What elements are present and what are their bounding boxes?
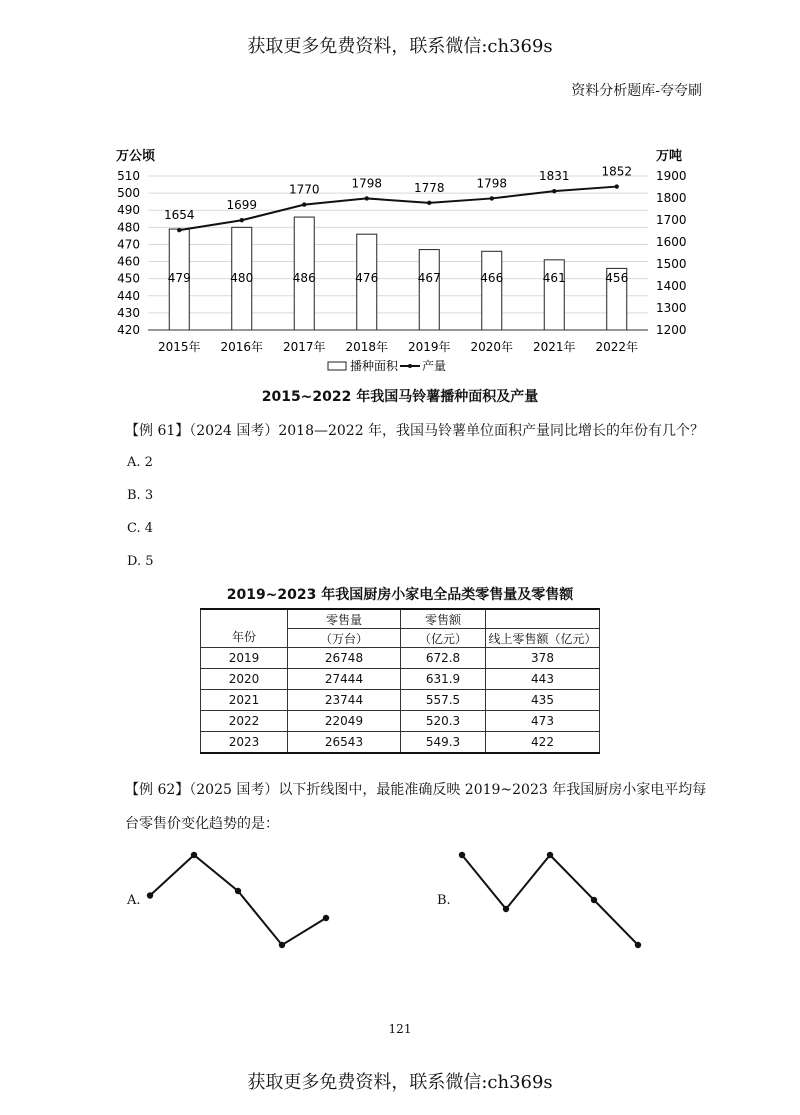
- category-label: 2019年: [407, 340, 451, 354]
- bar-value-label: 476: [355, 271, 379, 285]
- right-tick-label: 1600: [656, 235, 687, 249]
- bar-value-label: 486: [292, 271, 316, 285]
- production-value-label: 1654: [163, 208, 195, 223]
- right-tick-label: 1300: [656, 301, 687, 315]
- cell-online: 422: [486, 732, 600, 754]
- table-row: [201, 648, 600, 669]
- left-tick-label: 470: [117, 237, 140, 252]
- q62-option-b-line[interactable]: [452, 845, 652, 955]
- legend-line-label: 产量: [422, 359, 447, 373]
- col-header-blank: [486, 609, 600, 629]
- left-tick-label: 450: [117, 271, 140, 286]
- production-value-label: 1699: [226, 198, 258, 213]
- header-promo: 获取更多免费资料，联系微信:ch369s: [247, 36, 553, 57]
- cell-volume: 26543: [288, 732, 401, 754]
- bar-value-label: 456: [605, 271, 629, 285]
- trend-line: [150, 855, 326, 945]
- legend-bar-label: 播种面积: [350, 359, 399, 373]
- cell-online: 435: [486, 690, 600, 711]
- question-62-line1: 【例 62】（2025 国考）以下折线图中，最能准确反映 2019~2023 年我国厨房小家电平均每: [125, 782, 707, 798]
- category-label: 2015年: [157, 340, 201, 354]
- production-value-label: 1770: [288, 182, 320, 197]
- right-tick-label: 1500: [656, 257, 687, 271]
- trend-point: [279, 942, 285, 948]
- bar-value-label: 479: [167, 271, 191, 285]
- category-label: 2018年: [345, 340, 389, 354]
- bar-area: [419, 250, 439, 330]
- category-label: 2021年: [532, 340, 576, 354]
- page-number: 121: [388, 1022, 412, 1036]
- q62-option-b-label[interactable]: B.: [437, 893, 451, 908]
- left-tick-label: 420: [117, 323, 140, 337]
- trend-line: [462, 855, 638, 945]
- right-tick-label: 1400: [656, 279, 687, 293]
- production-point: [240, 218, 244, 222]
- left-tick-label: 510: [117, 169, 140, 183]
- trend-point: [147, 892, 153, 898]
- q61-option-a[interactable]: A. 2: [127, 455, 153, 470]
- cell-amount: 520.3: [401, 711, 486, 732]
- q61-option-c[interactable]: C. 4: [127, 521, 154, 536]
- question-61: 【例 61】（2024 国考）2018—2022 年，我国马铃薯单位面积产量同比增长的年份有几个？: [125, 423, 705, 439]
- category-label: 2022年: [595, 340, 639, 354]
- right-tick-label: 1200: [656, 323, 687, 337]
- production-point: [427, 201, 431, 205]
- right-tick-label: 1800: [656, 191, 687, 205]
- table-row: [201, 732, 600, 754]
- production-value-label: 1831: [538, 169, 570, 184]
- cell-online: 378: [486, 648, 600, 669]
- page-subtitle: 资料分析题库-夸夸刷: [571, 83, 702, 99]
- cell-volume: 23744: [288, 690, 401, 711]
- col-header-volume: 零售量: [288, 609, 401, 629]
- right-tick-label: 1700: [656, 213, 687, 227]
- left-tick-label: 490: [117, 203, 140, 218]
- production-point: [615, 184, 619, 188]
- trend-point: [547, 852, 553, 858]
- col-header-year: 年份: [201, 609, 288, 648]
- cell-volume: 22049: [288, 711, 401, 732]
- cell-volume: 26748: [288, 648, 401, 669]
- table-row: [201, 711, 600, 732]
- col-header-amount-unit: （亿元）: [401, 629, 486, 648]
- right-tick-label: 1900: [656, 169, 687, 183]
- category-label: 2017年: [282, 340, 326, 354]
- table-title: 2019~2023 年我国厨房小家电全品类零售量及零售额: [226, 587, 574, 603]
- production-value-label: 1852: [601, 164, 633, 179]
- area-production-chart: [100, 140, 700, 380]
- col-header-online: 线上零售额（亿元）: [486, 629, 600, 648]
- trend-point: [235, 888, 241, 894]
- q62-option-a-label[interactable]: A.: [127, 893, 141, 908]
- trend-point: [635, 942, 641, 948]
- cell-amount: 549.3: [401, 732, 486, 754]
- trend-point: [459, 852, 465, 858]
- production-point: [552, 189, 556, 193]
- right-axis-title: 万吨: [656, 149, 683, 164]
- cell-year: 2020: [201, 669, 288, 690]
- left-tick-label: 460: [117, 254, 140, 269]
- retail-table: [200, 608, 600, 754]
- left-axis-title: 万公顷: [116, 149, 156, 164]
- footer-promo: 获取更多免费资料，联系微信:ch369s: [247, 1072, 553, 1093]
- production-point: [365, 196, 369, 200]
- left-tick-label: 440: [117, 288, 140, 303]
- cell-online: 443: [486, 669, 600, 690]
- table-row: [201, 669, 600, 690]
- production-point: [302, 202, 306, 206]
- category-label: 2020年: [470, 340, 514, 354]
- bar-area: [482, 251, 502, 330]
- table-row: [201, 690, 600, 711]
- legend-bar-swatch: [328, 362, 346, 370]
- cell-volume: 27444: [288, 669, 401, 690]
- cell-year: 2022: [201, 711, 288, 732]
- trend-point: [323, 915, 329, 921]
- cell-year: 2019: [201, 648, 288, 669]
- bar-value-label: 466: [480, 271, 504, 285]
- bar-value-label: 480: [230, 271, 254, 285]
- bar-value-label: 467: [417, 271, 441, 285]
- q62-option-a-line[interactable]: [140, 845, 340, 955]
- question-62-line2: 台零售价变化趋势的是：: [125, 816, 279, 832]
- production-value-label: 1798: [476, 176, 508, 191]
- q61-option-b[interactable]: B. 3: [127, 488, 154, 503]
- cell-online: 473: [486, 711, 600, 732]
- category-label: 2016年: [220, 340, 264, 354]
- left-tick-label: 430: [117, 305, 140, 320]
- legend-line-marker: [408, 364, 412, 368]
- chart-title: 2015~2022 年我国马铃薯播种面积及产量: [261, 389, 539, 405]
- cell-year: 2023: [201, 732, 288, 754]
- left-tick-label: 500: [117, 186, 140, 201]
- bar-value-label: 461: [542, 271, 566, 285]
- production-point: [177, 228, 181, 232]
- trend-point: [591, 897, 597, 903]
- left-tick-label: 480: [117, 220, 140, 235]
- production-point: [490, 196, 494, 200]
- cell-amount: 557.5: [401, 690, 486, 711]
- trend-point: [503, 906, 509, 912]
- production-value-label: 1798: [351, 176, 383, 191]
- trend-point: [191, 852, 197, 858]
- col-header-volume-unit: （万台）: [288, 629, 401, 648]
- production-value-label: 1778: [413, 180, 445, 195]
- cell-amount: 631.9: [401, 669, 486, 690]
- col-header-amount: 零售额: [401, 609, 486, 629]
- cell-amount: 672.8: [401, 648, 486, 669]
- q61-option-d[interactable]: D. 5: [127, 554, 154, 569]
- cell-year: 2021: [201, 690, 288, 711]
